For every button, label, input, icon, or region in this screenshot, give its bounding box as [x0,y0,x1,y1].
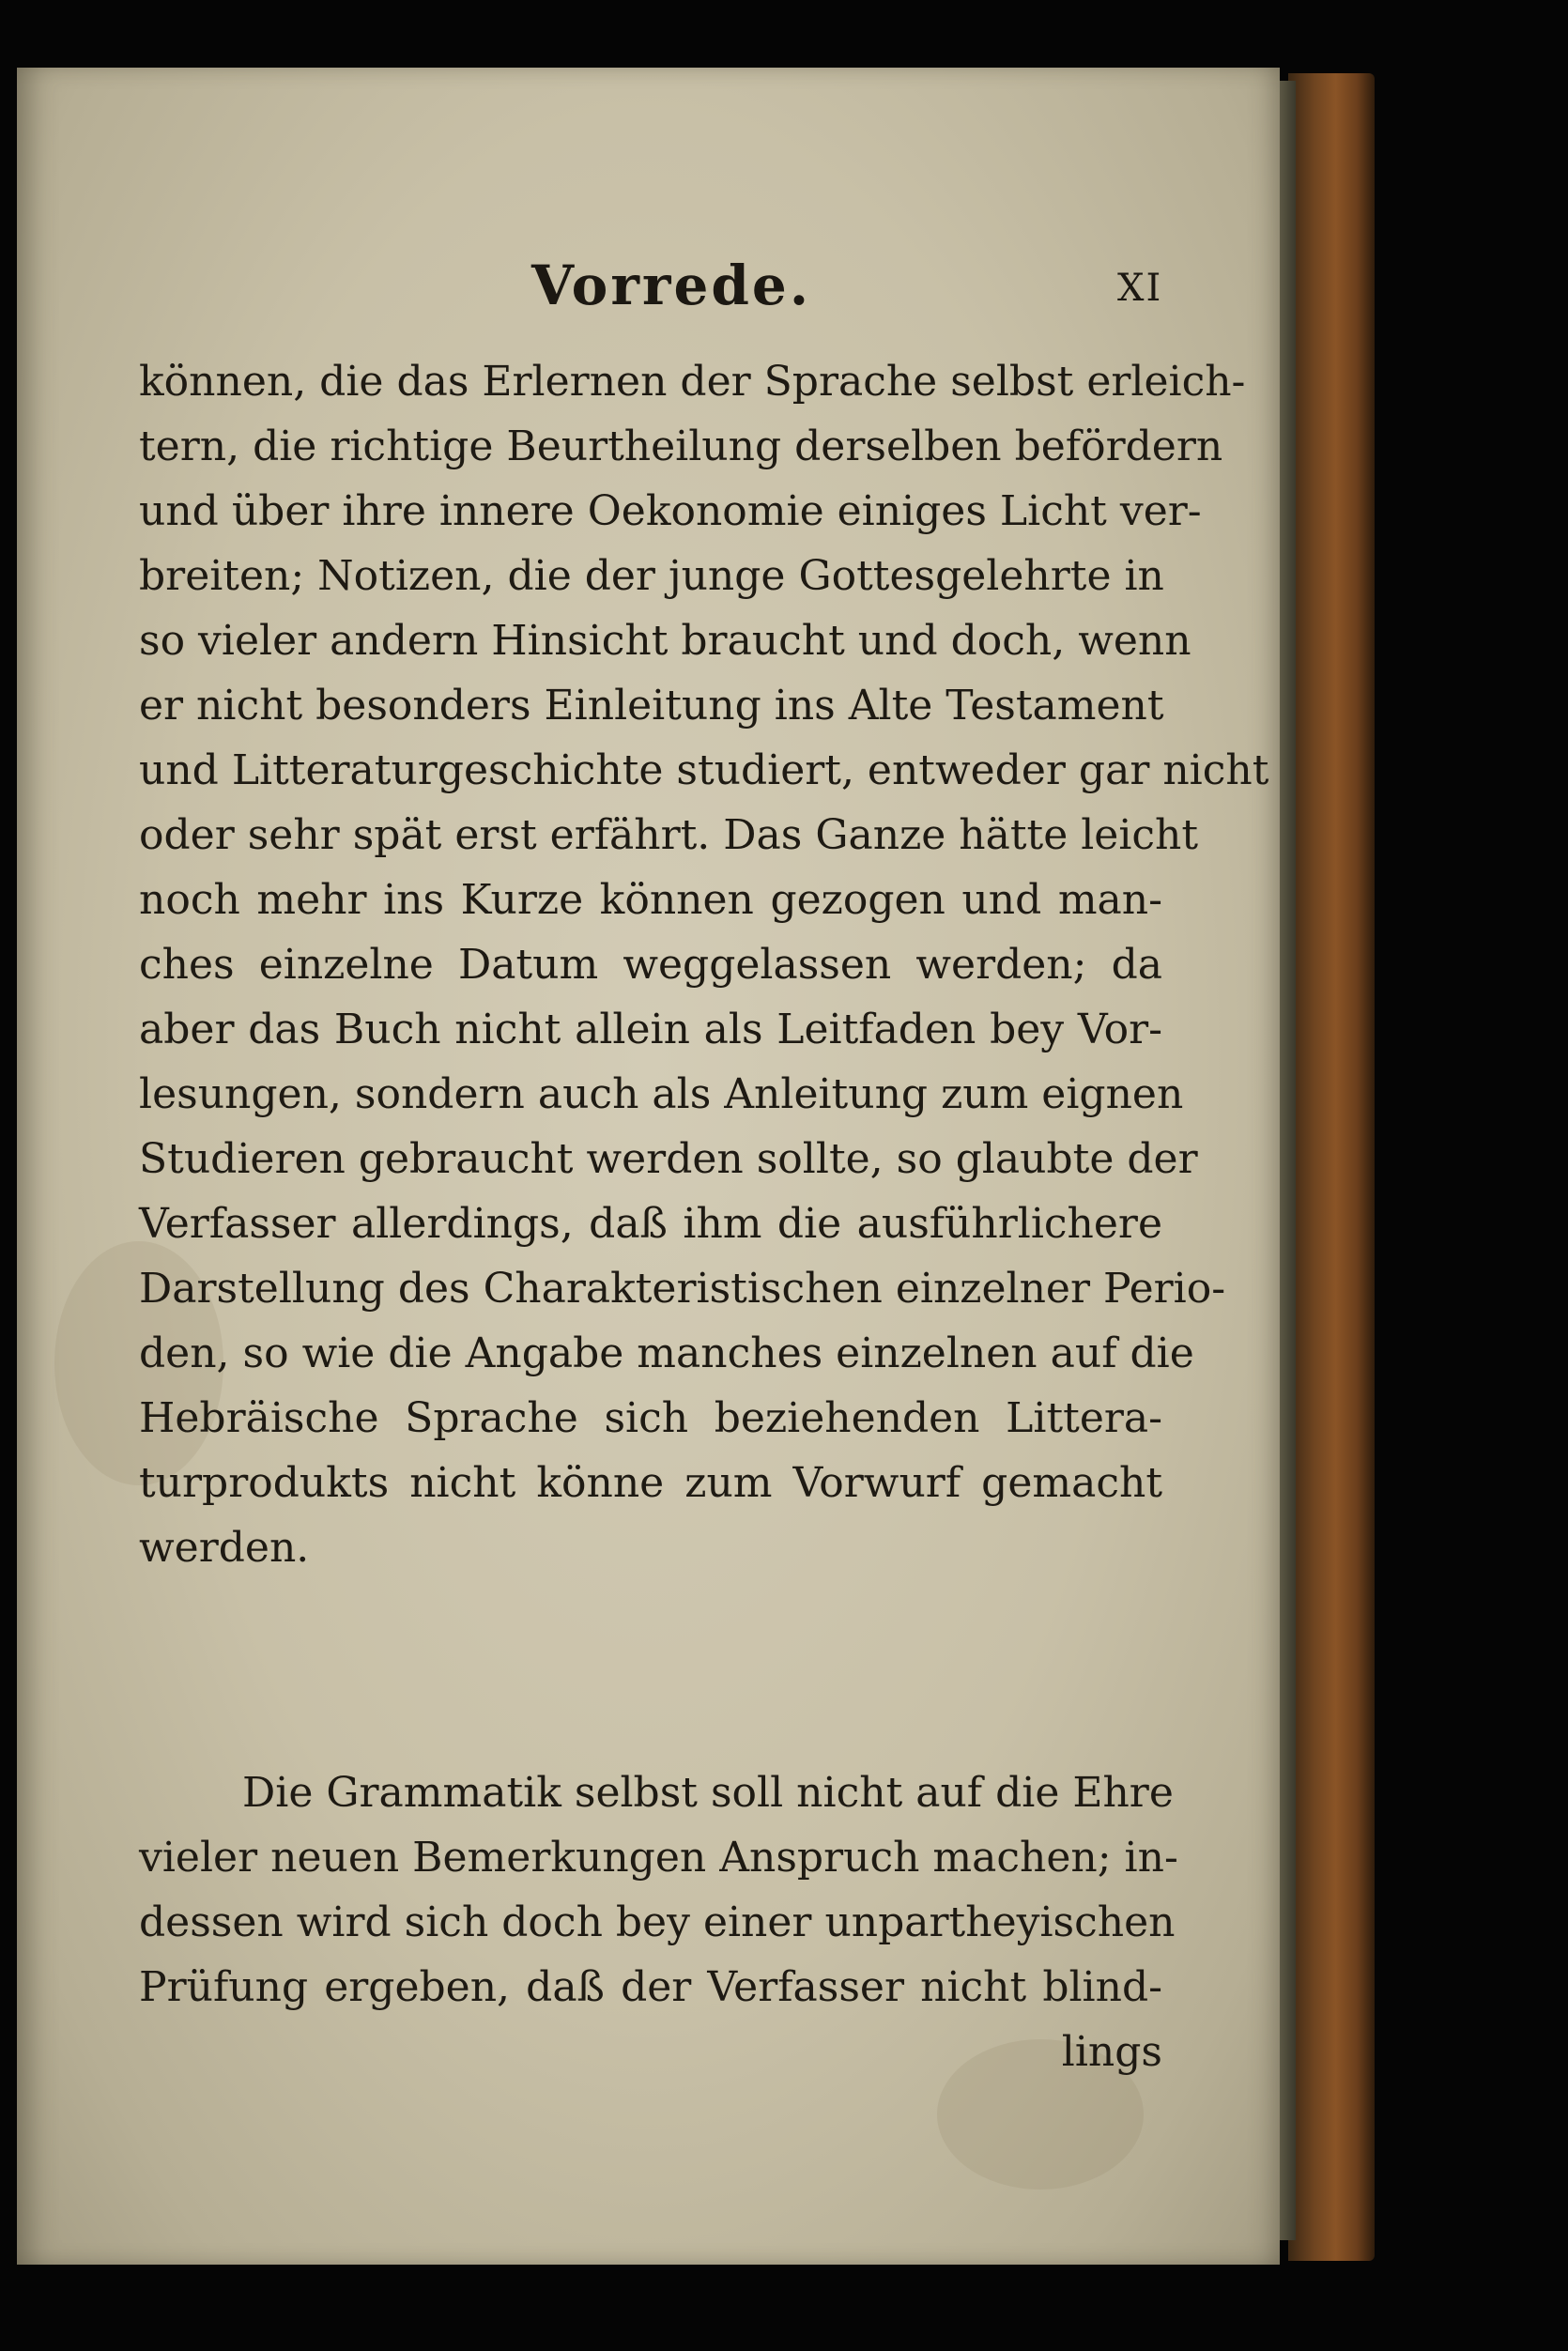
text-line: dessen wird sich doch bey einer unpartheyischen [139,1898,1176,1946]
text-line: ches einzelne Datum weggelassen werden; da [139,941,1162,989]
text-line: tern, die richtige Beurtheilung derselben befördern [139,423,1223,470]
text-line: lesungen, sondern auch als Anleitung zum eignen [139,1070,1184,1118]
text-line: oder sehr spät erst erfährt. Das Ganze hätte leicht [139,811,1199,859]
text-line: noch mehr ins Kurze können gezogen und man- [139,876,1162,924]
page-header [17,254,1280,329]
text-line: Prüfung ergeben, daß der Verfasser nicht blind- [139,1963,1162,2011]
text-line: breiten; Notizen, die der junge Gottesgelehrte in [139,552,1164,600]
catchword: lings [1061,2028,1162,2076]
text-line: er nicht besonders Einleitung ins Alte Testament [139,682,1164,730]
paragraph-1 [139,349,1269,1580]
text-line: so vieler andern Hinsicht braucht und doch, wenn [139,617,1191,665]
text-line: vieler neuen Bemerkungen Anspruch machen; in- [139,1834,1178,1882]
text-line: Darstellung des Charakteristischen einzelner Perio- [139,1265,1226,1313]
text-line: aber das Buch nicht allein als Leitfaden bey Vor- [139,1006,1162,1053]
text-line: Die Grammatik selbst soll nicht auf die Ehre [242,1769,1174,1817]
text-line: den, so wie die Angabe manches einzelnen auf die [139,1329,1194,1377]
running-title: Vorrede. [531,254,812,317]
text-line: turprodukts nicht könne zum Vorwurf gemacht [139,1459,1162,1507]
text-line: Hebräische Sprache sich beziehenden Littera- [139,1394,1162,1442]
leather-binding [1288,73,1375,2261]
book-page [17,68,1280,2265]
text-line: und über ihre innere Oekonomie einiges Licht ver- [139,487,1202,535]
text-line: werden. [139,1524,310,1572]
text-line: Studieren gebraucht werden sollte, so glaubte der [139,1135,1198,1183]
text-line: und Litteraturgeschichte studiert, entweder gar nicht [139,746,1269,794]
page-number: XI [1117,267,1163,310]
paragraph-2 [139,1760,1178,2084]
text-line: Verfasser allerdings, daß ihm die ausführlichere [139,1200,1162,1248]
text-line: können, die das Erlernen der Sprache selbst erleich- [139,358,1246,406]
